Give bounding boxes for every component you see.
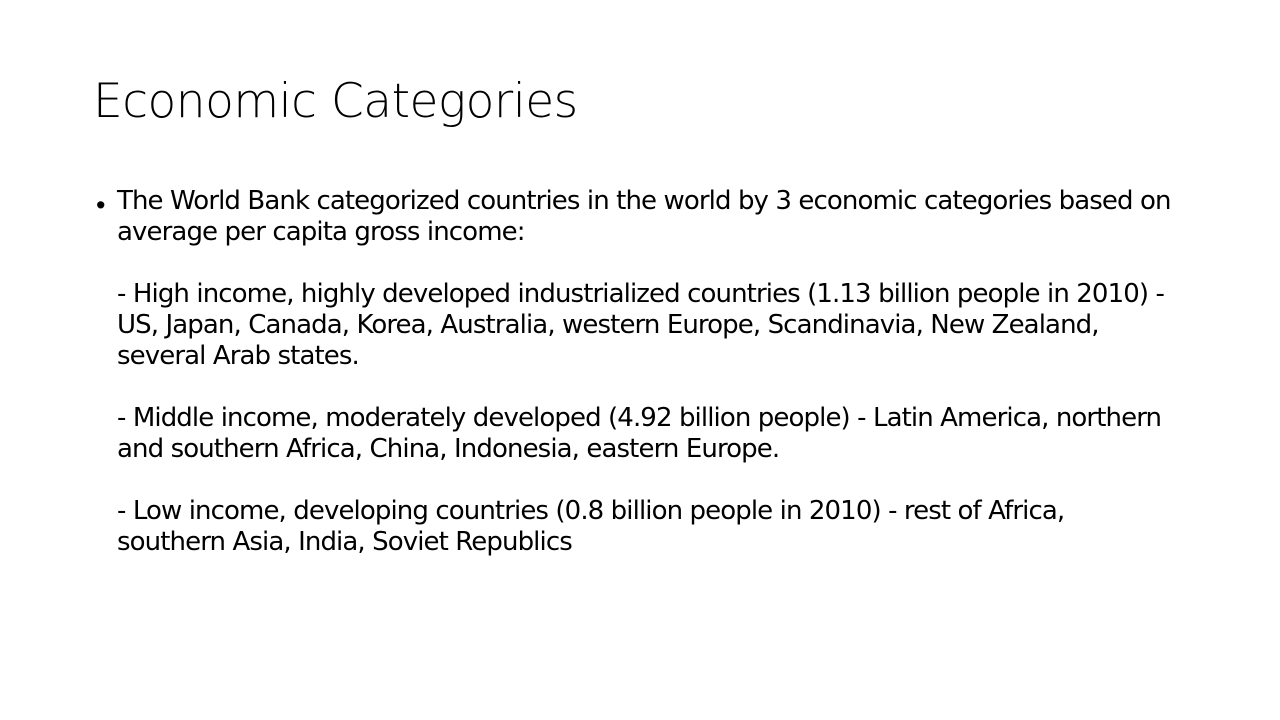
low-income-text: - Low income, developing countries (0.8 billion people in 2010) - rest of Africa, southern Asia, India, Soviet Republics: [117, 496, 1065, 557]
spacer: [117, 372, 1193, 403]
middle-income-text: - Middle income, moderately developed (4.92 billion people) - Latin America, northern and southern Africa, China, Indonesia, eastern Europe.: [117, 403, 1162, 464]
spacer: [117, 465, 1193, 496]
bullet-dot-icon: •: [96, 190, 106, 220]
high-income-text: - High income, highly developed industrialized countries (1.13 billion people in 2010) - US, Japan, Canada, Korea, Australia, western Europe, Scandinavia, New Zealand, several Arab states.: [117, 279, 1164, 371]
bullet-list: [93, 186, 1193, 558]
slide-title: Economic Categories: [93, 74, 578, 129]
spacer: [117, 248, 1193, 279]
intro-text: The World Bank categorized countries in the world by 3 economic categories based on average per capita gross income:: [117, 186, 1171, 247]
bullet-item: [93, 186, 1193, 558]
